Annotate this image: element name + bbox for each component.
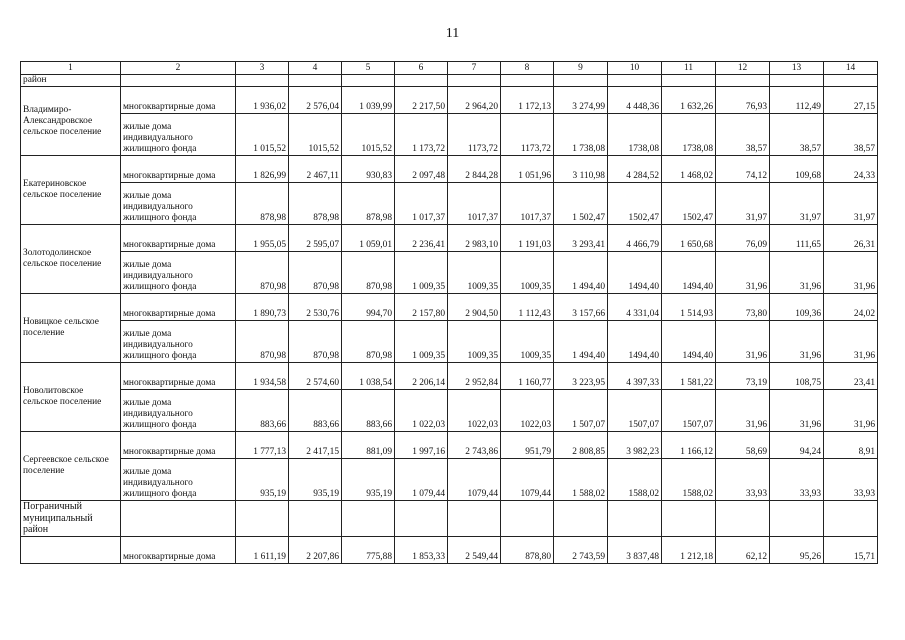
settlement-name: Золотодолинское сельское поселение [21,225,121,294]
table-row [21,536,878,563]
value-cell-col-3: 1 777,13 [236,432,289,459]
value-cell-col-12: 74,12 [716,156,770,183]
table-row [21,183,878,225]
value-cell-col-9: 3 274,99 [554,87,608,114]
value-cell-col-8: 878,80 [501,536,554,563]
value-cell-col-11: 1502,47 [662,183,716,225]
value-cell-col-8: 1 172,13 [501,87,554,114]
value-cell-col-11: 1 166,12 [662,432,716,459]
value-cell-col-5: 1015,52 [342,114,395,156]
value-cell-col-8: 1173,72 [501,114,554,156]
value-cell-col-8: 951,79 [501,432,554,459]
value-cell-col-5: 994,70 [342,294,395,321]
table-row [21,459,878,501]
value-cell-col-14: 24,02 [824,294,878,321]
value-cell-col-6: 1 997,16 [395,432,448,459]
value-cell-col-5: 870,98 [342,321,395,363]
value-cell-col-5: 883,66 [342,390,395,432]
housing-type-cell: многоквартирные дома [121,432,236,459]
value-cell-col-9: 2 743,59 [554,536,608,563]
value-cell-col-13: 112,49 [770,87,824,114]
value-cell-col-8: 1 160,77 [501,363,554,390]
value-cell-col-12: 62,12 [716,536,770,563]
value-cell-col-7: 2 904,50 [448,294,501,321]
value-cell-col-4: 1015,52 [289,114,342,156]
value-cell-col-4: 2 417,15 [289,432,342,459]
value-cell-col-10: 1738,08 [608,114,662,156]
table-row [21,252,878,294]
value-cell-col-12: 58,69 [716,432,770,459]
value-cell-col-13: 31,96 [770,321,824,363]
value-cell-col-7: 2 743,86 [448,432,501,459]
district-heading-row [21,501,878,537]
value-cell-col-9: 3 223,95 [554,363,608,390]
value-cell-col-11: 1 632,26 [662,87,716,114]
value-cell-col-7: 1017,37 [448,183,501,225]
value-cell-col-3: 935,19 [236,459,289,501]
column-number-13: 13 [770,62,824,75]
value-cell-col-8: 1 051,96 [501,156,554,183]
value-cell-col-13: 31,96 [770,252,824,294]
value-cell-col-14: 15,71 [824,536,878,563]
value-cell-col-7: 2 952,84 [448,363,501,390]
value-cell-col-10: 1494,40 [608,252,662,294]
settlement-name: Новицкое сельское поселение [21,294,121,363]
column-number-8: 8 [501,62,554,75]
value-cell-col-9: 1 738,08 [554,114,608,156]
value-cell-col-6: 1 017,37 [395,183,448,225]
settlement-name: Сергеевское сельское поселение [21,432,121,501]
value-cell-col-9: 1 502,47 [554,183,608,225]
table-row [21,294,878,321]
value-cell-col-10: 4 466,79 [608,225,662,252]
table-body [21,62,878,564]
value-cell-col-5: 935,19 [342,459,395,501]
value-cell-col-10: 4 331,04 [608,294,662,321]
value-cell-col-5: 1 039,99 [342,87,395,114]
value-cell-col-11: 1 650,68 [662,225,716,252]
value-cell-col-10: 4 284,52 [608,156,662,183]
value-cell-col-8: 1079,44 [501,459,554,501]
value-cell-col-3: 870,98 [236,252,289,294]
column-number-14: 14 [824,62,878,75]
table-row [21,156,878,183]
value-cell-col-7: 2 983,10 [448,225,501,252]
value-cell-col-6: 1 009,35 [395,252,448,294]
value-cell-col-7: 1079,44 [448,459,501,501]
value-cell-col-9: 1 494,40 [554,321,608,363]
column-number-3: 3 [236,62,289,75]
value-cell-col-6: 1 022,03 [395,390,448,432]
value-cell-col-5: 881,09 [342,432,395,459]
value-cell-col-14: 31,96 [824,252,878,294]
value-cell-col-3: 1 934,58 [236,363,289,390]
value-cell-col-7: 1009,35 [448,321,501,363]
value-cell-col-9: 3 293,41 [554,225,608,252]
value-cell-col-4: 2 576,04 [289,87,342,114]
value-cell-col-3: 1 955,05 [236,225,289,252]
value-cell-col-10: 1502,47 [608,183,662,225]
value-cell-col-10: 3 837,48 [608,536,662,563]
value-cell-col-11: 1 212,18 [662,536,716,563]
value-cell-col-6: 2 206,14 [395,363,448,390]
value-cell-col-13: 111,65 [770,225,824,252]
housing-type-cell: многоквартирные дома [121,156,236,183]
value-cell-col-5: 870,98 [342,252,395,294]
value-cell-col-12: 76,09 [716,225,770,252]
housing-type-cell: многоквартирные дома [121,294,236,321]
value-cell-col-9: 2 808,85 [554,432,608,459]
value-cell-col-12: 33,93 [716,459,770,501]
value-cell-col-8: 1009,35 [501,321,554,363]
value-cell-col-4: 883,66 [289,390,342,432]
value-cell-col-6: 2 157,80 [395,294,448,321]
tariff-table [20,61,878,564]
column-number-10: 10 [608,62,662,75]
housing-type-cell: многоквартирные дома [121,225,236,252]
value-cell-col-8: 1022,03 [501,390,554,432]
value-cell-col-6: 1 173,72 [395,114,448,156]
value-cell-col-13: 31,96 [770,390,824,432]
value-cell-col-8: 1 112,43 [501,294,554,321]
value-cell-col-13: 95,26 [770,536,824,563]
value-cell-col-3: 1 611,19 [236,536,289,563]
value-cell-col-4: 870,98 [289,321,342,363]
table-row [21,225,878,252]
housing-type-cell: многоквартирные дома [121,87,236,114]
value-cell-col-6: 2 236,41 [395,225,448,252]
value-cell-col-13: 109,68 [770,156,824,183]
value-cell-col-13: 31,97 [770,183,824,225]
district-name: Пограничный муниципальный район [21,501,121,537]
value-cell-col-4: 2 207,86 [289,536,342,563]
housing-type-cell: жилые дома индивидуального жилищного фонда [121,390,236,432]
housing-type-cell: жилые дома индивидуального жилищного фонда [121,252,236,294]
value-cell-col-14: 31,96 [824,390,878,432]
settlement-name: Екатериновское сельское поселение [21,156,121,225]
value-cell-col-6: 2 097,48 [395,156,448,183]
table-row [21,321,878,363]
column-number-11: 11 [662,62,716,75]
column-number-12: 12 [716,62,770,75]
column-number-9: 9 [554,62,608,75]
district-label-row [21,75,878,87]
column-number-5: 5 [342,62,395,75]
housing-type-cell: жилые дома индивидуального жилищного фонда [121,114,236,156]
value-cell-col-10: 1588,02 [608,459,662,501]
value-cell-col-14: 26,31 [824,225,878,252]
value-cell-col-11: 1494,40 [662,252,716,294]
value-cell-col-8: 1017,37 [501,183,554,225]
value-cell-col-7: 1022,03 [448,390,501,432]
value-cell-col-5: 1 059,01 [342,225,395,252]
value-cell-col-9: 1 507,07 [554,390,608,432]
value-cell-col-12: 31,96 [716,252,770,294]
housing-type-cell: многоквартирные дома [121,536,236,563]
value-cell-col-11: 1 514,93 [662,294,716,321]
value-cell-col-14: 24,33 [824,156,878,183]
value-cell-col-3: 1 015,52 [236,114,289,156]
value-cell-col-13: 108,75 [770,363,824,390]
value-cell-col-14: 33,93 [824,459,878,501]
value-cell-col-9: 3 157,66 [554,294,608,321]
value-cell-col-7: 2 844,28 [448,156,501,183]
table-row [21,363,878,390]
housing-type-cell: многоквартирные дома [121,363,236,390]
value-cell-col-10: 4 448,36 [608,87,662,114]
value-cell-col-6: 1 009,35 [395,321,448,363]
value-cell-col-9: 1 494,40 [554,252,608,294]
housing-type-cell: жилые дома индивидуального жилищного фонда [121,321,236,363]
value-cell-col-12: 73,80 [716,294,770,321]
district-label-cell: район [21,75,121,87]
value-cell-col-6: 1 079,44 [395,459,448,501]
value-cell-col-14: 31,97 [824,183,878,225]
value-cell-col-10: 3 982,23 [608,432,662,459]
value-cell-col-3: 1 826,99 [236,156,289,183]
value-cell-col-12: 38,57 [716,114,770,156]
value-cell-col-13: 94,24 [770,432,824,459]
value-cell-col-6: 2 217,50 [395,87,448,114]
value-cell-col-7: 2 549,44 [448,536,501,563]
value-cell-col-12: 76,93 [716,87,770,114]
column-number-1: 1 [21,62,121,75]
housing-type-cell: жилые дома индивидуального жилищного фонда [121,459,236,501]
value-cell-col-11: 1588,02 [662,459,716,501]
column-number-row [21,62,878,75]
table-row [21,390,878,432]
value-cell-col-11: 1 468,02 [662,156,716,183]
value-cell-col-3: 883,66 [236,390,289,432]
value-cell-col-7: 1173,72 [448,114,501,156]
value-cell-col-4: 2 467,11 [289,156,342,183]
value-cell-col-3: 1 890,73 [236,294,289,321]
value-cell-col-12: 31,96 [716,321,770,363]
value-cell-col-4: 878,98 [289,183,342,225]
value-cell-col-4: 935,19 [289,459,342,501]
table-row [21,114,878,156]
value-cell-col-3: 1 936,02 [236,87,289,114]
value-cell-col-12: 73,19 [716,363,770,390]
value-cell-col-9: 3 110,98 [554,156,608,183]
column-number-2: 2 [121,62,236,75]
value-cell-col-14: 8,91 [824,432,878,459]
value-cell-col-10: 1494,40 [608,321,662,363]
value-cell-col-5: 775,88 [342,536,395,563]
value-cell-col-7: 1009,35 [448,252,501,294]
value-cell-col-3: 878,98 [236,183,289,225]
value-cell-col-14: 27,15 [824,87,878,114]
value-cell-col-5: 1 038,54 [342,363,395,390]
settlement-name: Владимиро-Александровское сельское поселение [21,87,121,156]
value-cell-col-4: 2 595,07 [289,225,342,252]
value-cell-col-4: 870,98 [289,252,342,294]
value-cell-col-4: 2 574,60 [289,363,342,390]
page-number: 11 [445,26,460,41]
value-cell-col-10: 4 397,33 [608,363,662,390]
value-cell-col-9: 1 588,02 [554,459,608,501]
value-cell-col-3: 870,98 [236,321,289,363]
value-cell-col-12: 31,96 [716,390,770,432]
value-cell-col-8: 1 191,03 [501,225,554,252]
value-cell-col-11: 1507,07 [662,390,716,432]
value-cell-col-5: 878,98 [342,183,395,225]
value-cell-col-13: 109,36 [770,294,824,321]
value-cell-col-7: 2 964,20 [448,87,501,114]
housing-type-cell: жилые дома индивидуального жилищного фонда [121,183,236,225]
value-cell-col-14: 38,57 [824,114,878,156]
value-cell-col-14: 31,96 [824,321,878,363]
value-cell-col-13: 38,57 [770,114,824,156]
value-cell-col-10: 1507,07 [608,390,662,432]
value-cell-col-4: 2 530,76 [289,294,342,321]
column-number-7: 7 [448,62,501,75]
column-number-4: 4 [289,62,342,75]
value-cell-col-6: 1 853,33 [395,536,448,563]
value-cell-col-14: 23,41 [824,363,878,390]
table-row [21,87,878,114]
value-cell-col-11: 1494,40 [662,321,716,363]
table-row [21,432,878,459]
column-number-6: 6 [395,62,448,75]
value-cell-col-11: 1738,08 [662,114,716,156]
value-cell-col-12: 31,97 [716,183,770,225]
value-cell-col-8: 1009,35 [501,252,554,294]
value-cell-col-13: 33,93 [770,459,824,501]
value-cell-col-11: 1 581,22 [662,363,716,390]
value-cell-col-5: 930,83 [342,156,395,183]
settlement-name: Новолитовское сельское поселение [21,363,121,432]
